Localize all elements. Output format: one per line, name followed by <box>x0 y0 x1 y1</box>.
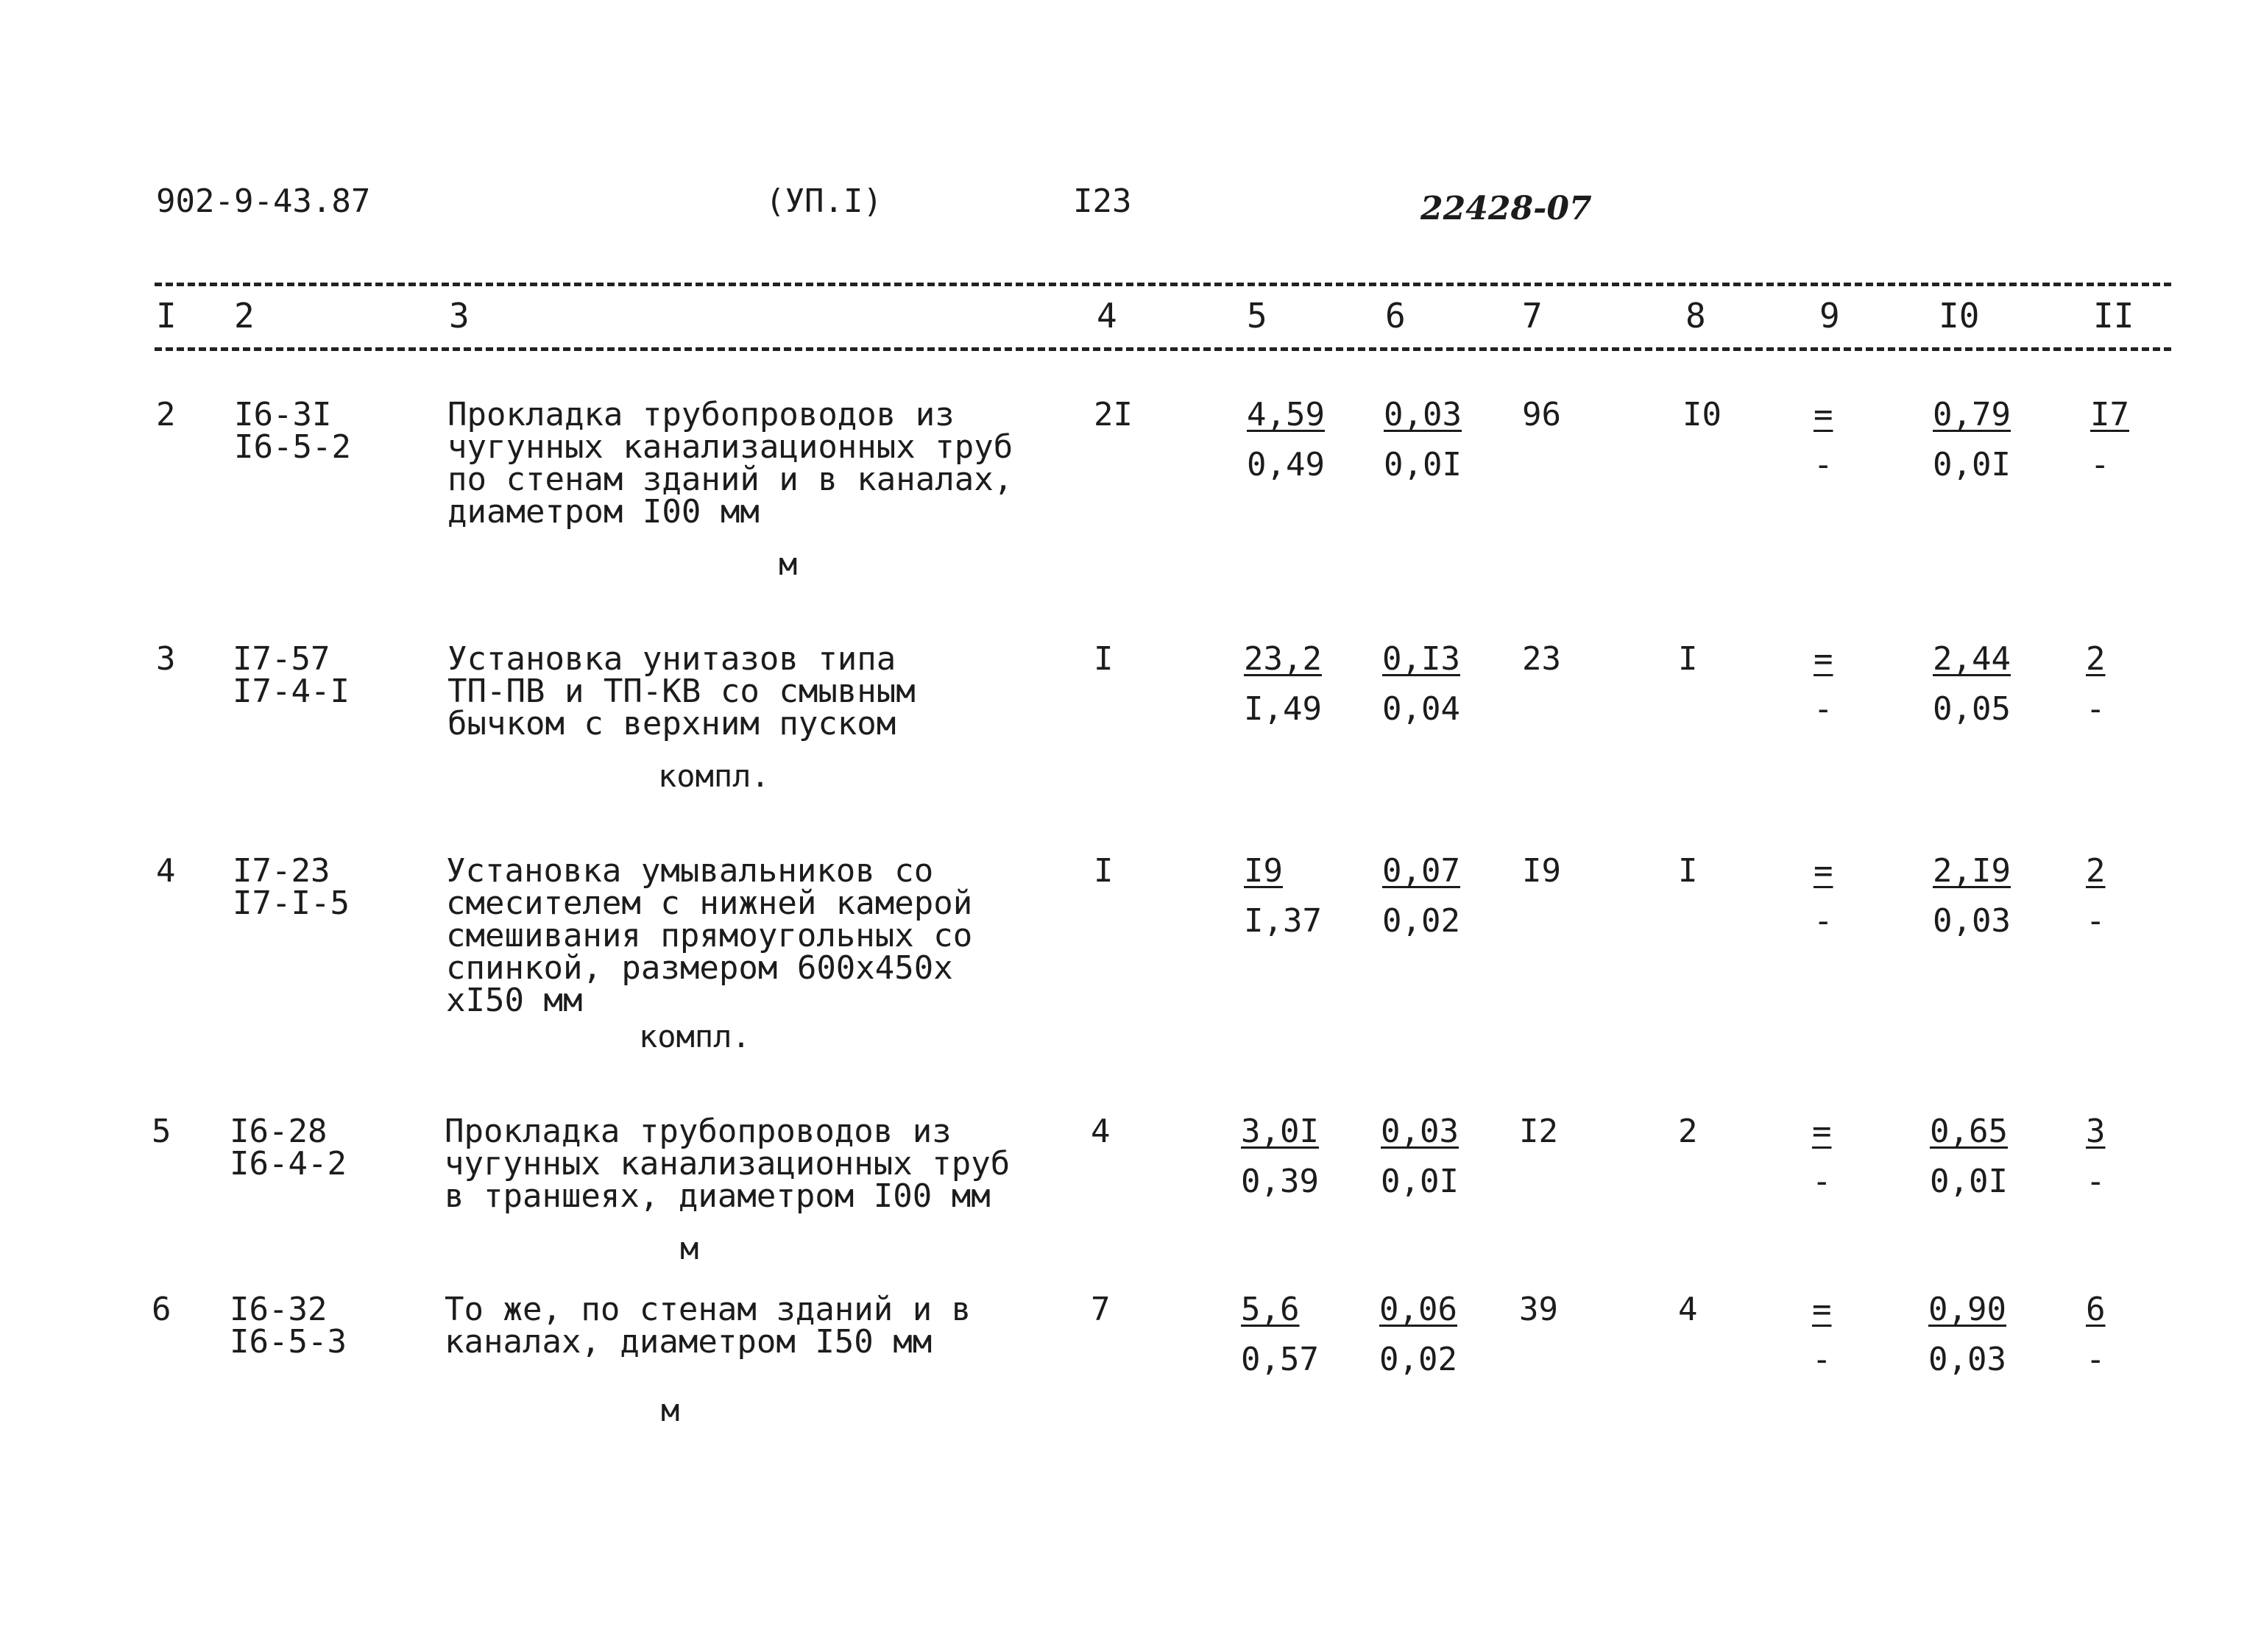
row-code-secondary: I6-4-2 <box>230 1145 347 1183</box>
row-unit: компл. <box>658 758 770 794</box>
col11-bottom: - <box>2086 902 2106 940</box>
col5-top: 4,59 <box>1247 396 1325 433</box>
row-quantity: 7 <box>1091 1291 1111 1328</box>
col10-top: 2,I9 <box>1933 852 2011 890</box>
col9-bottom: - <box>1814 446 1833 483</box>
col7-value: 96 <box>1522 396 1561 433</box>
handwritten-stamp: 22428-07 <box>1420 190 1592 227</box>
col7-value: 23 <box>1522 640 1561 678</box>
table-header-rule <box>155 347 2171 351</box>
row-code-secondary: I7-I-5 <box>233 885 350 922</box>
column-header-3: 3 <box>449 296 470 336</box>
document-code: 902-9-43.87 <box>156 182 371 220</box>
row-quantity: 2I <box>1094 396 1133 433</box>
column-header-11: II <box>2093 296 2134 336</box>
col9-top: = <box>1812 1113 1832 1150</box>
col7-value: I2 <box>1519 1113 1558 1150</box>
col9-top: = <box>1812 1291 1832 1328</box>
col10-top: 0,65 <box>1930 1113 2008 1150</box>
col11-bottom: - <box>2086 1341 2106 1378</box>
col5-bottom: 0,39 <box>1241 1163 1319 1200</box>
col6-top: 0,I3 <box>1382 640 1460 678</box>
col11-top: 2 <box>2086 852 2106 890</box>
col5-bottom: 0,49 <box>1247 446 1325 483</box>
col5-top: 23,2 <box>1244 640 1322 678</box>
row-code-secondary: I6-5-2 <box>234 428 351 466</box>
col5-bottom: I,49 <box>1244 690 1322 728</box>
row-number: 4 <box>156 852 176 890</box>
column-header-6: 6 <box>1385 296 1406 336</box>
col11-top: 6 <box>2086 1291 2106 1328</box>
col6-top: 0,07 <box>1382 852 1460 890</box>
row-number: 2 <box>156 396 176 433</box>
row-code-secondary: I7-4-I <box>233 673 350 710</box>
row-description: Установка унитазов типа ТП-ПВ и ТП-КВ со смывным бычком с верхним пуском <box>447 640 916 742</box>
col8-value: I0 <box>1683 396 1722 433</box>
col6-top: 0,03 <box>1384 396 1462 433</box>
col10-bottom: 0,0I <box>1930 1163 2008 1200</box>
page-number: I23 <box>1073 182 1132 220</box>
col8-value: 2 <box>1678 1113 1698 1150</box>
col7-value: I9 <box>1522 852 1561 890</box>
col10-top: 0,79 <box>1933 396 2011 433</box>
col8-value: I <box>1678 640 1698 678</box>
col9-bottom: - <box>1812 1163 1832 1200</box>
col5-bottom: I,37 <box>1244 902 1322 940</box>
row-code-primary: I7-57 <box>233 640 330 678</box>
row-description: То же, по стенам зданий и в каналах, диаметром I50 мм <box>445 1291 972 1361</box>
row-quantity: I <box>1094 852 1114 890</box>
row-number: 3 <box>156 640 176 678</box>
row-code-primary: I7-23 <box>233 852 330 890</box>
col10-bottom: 0,0I <box>1933 446 2011 483</box>
row-unit: м <box>680 1230 699 1266</box>
col11-bottom: - <box>2090 446 2110 483</box>
col5-bottom: 0,57 <box>1241 1341 1319 1378</box>
col10-top: 2,44 <box>1933 640 2011 678</box>
table-top-rule <box>155 283 2171 286</box>
col9-bottom: - <box>1812 1341 1832 1378</box>
row-code-primary: I6-3I <box>234 396 332 433</box>
col8-value: I <box>1678 852 1698 890</box>
row-unit: компл. <box>639 1018 751 1054</box>
col8-value: 4 <box>1678 1291 1698 1328</box>
column-header-7: 7 <box>1522 296 1543 336</box>
column-header-2: 2 <box>234 296 255 336</box>
row-quantity: I <box>1094 640 1114 678</box>
col10-bottom: 0,03 <box>1933 902 2011 940</box>
row-description: Прокладка трубопроводов из чугунных канализационных труб по стенам зданий и в каналах, диаметром I00 мм <box>447 396 1013 531</box>
row-code-secondary: I6-5-3 <box>230 1323 347 1361</box>
row-quantity: 4 <box>1091 1113 1111 1150</box>
row-description: Установка умывальников со смесителем с нижней камерой смешивания прямоугольных со спинкой, размером 600х450х хI50 мм <box>446 852 973 1019</box>
row-description: Прокладка трубопроводов из чугунных канализационных труб в траншеях, диаметром I00 мм <box>445 1113 1011 1215</box>
column-header-1: I <box>156 296 177 336</box>
col7-value: 39 <box>1519 1291 1558 1328</box>
column-header-5: 5 <box>1247 296 1267 336</box>
column-header-4: 4 <box>1097 296 1117 336</box>
col6-bottom: 0,02 <box>1379 1341 1457 1378</box>
section-label: (УП.I) <box>765 182 882 220</box>
row-unit: м <box>779 546 798 582</box>
col11-bottom: - <box>2086 690 2106 728</box>
col5-top: 3,0I <box>1241 1113 1319 1150</box>
col10-bottom: 0,03 <box>1928 1341 2006 1378</box>
col9-top: = <box>1814 852 1833 890</box>
col11-bottom: - <box>2086 1163 2106 1200</box>
row-code-primary: I6-28 <box>230 1113 328 1150</box>
column-header-8: 8 <box>1685 296 1706 336</box>
row-number: 6 <box>152 1291 171 1328</box>
col6-bottom: 0,0I <box>1381 1163 1459 1200</box>
col6-bottom: 0,0I <box>1384 446 1462 483</box>
col5-top: I9 <box>1244 852 1283 890</box>
row-number: 5 <box>152 1113 171 1150</box>
col9-top: = <box>1814 640 1833 678</box>
row-code-primary: I6-32 <box>230 1291 328 1328</box>
row-unit: м <box>661 1392 680 1428</box>
column-header-10: I0 <box>1939 296 1980 336</box>
col9-bottom: - <box>1814 902 1833 940</box>
col6-bottom: 0,04 <box>1382 690 1460 728</box>
col11-top: I7 <box>2090 396 2129 433</box>
col11-top: 2 <box>2086 640 2106 678</box>
col9-top: = <box>1814 396 1833 433</box>
col10-top: 0,90 <box>1928 1291 2006 1328</box>
col10-bottom: 0,05 <box>1933 690 2011 728</box>
col5-top: 5,6 <box>1241 1291 1300 1328</box>
col9-bottom: - <box>1814 690 1833 728</box>
col6-top: 0,03 <box>1381 1113 1459 1150</box>
column-header-9: 9 <box>1819 296 1840 336</box>
col6-bottom: 0,02 <box>1382 902 1460 940</box>
col11-top: 3 <box>2086 1113 2106 1150</box>
col6-top: 0,06 <box>1379 1291 1457 1328</box>
